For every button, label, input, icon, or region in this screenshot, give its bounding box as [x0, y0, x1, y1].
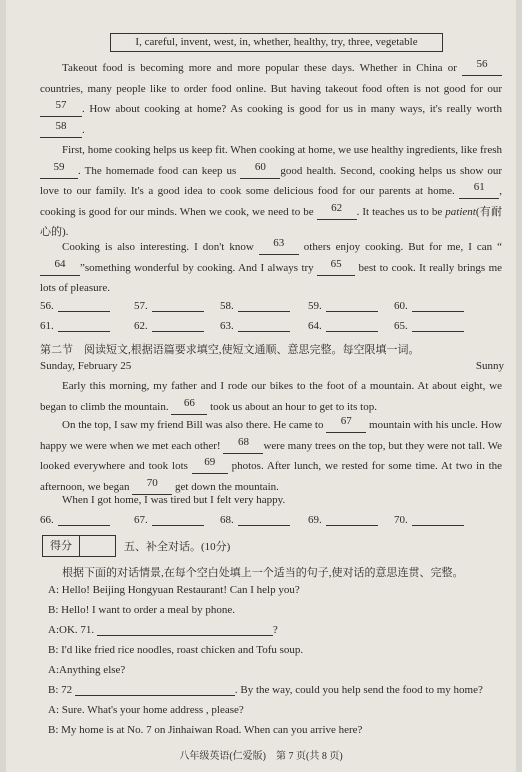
answer-row-61-65 — [40, 320, 510, 336]
text: photos. After lunch, we rested for some time. At two in the afternoon, we began — [40, 460, 503, 493]
blank-63: 63 — [259, 241, 299, 255]
answer-59[interactable]: 59. — [308, 300, 378, 312]
blank-67: 67 — [326, 419, 366, 433]
blank-65: 65 — [317, 262, 355, 276]
text: On the top, I saw my friend Bill was also there. He came to — [62, 419, 324, 431]
score-box — [42, 535, 116, 557]
text: . The homemade food can keep us — [78, 164, 237, 177]
blank-56: 56 — [462, 62, 502, 76]
answer-66[interactable]: 66. — [40, 514, 110, 526]
exam-page — [6, 0, 516, 772]
answer-67[interactable]: 67. — [134, 514, 204, 526]
text: , cooking is good for our minds. When we cook, we need to be — [40, 185, 503, 218]
dialogue-line-1: A: Hello! Beijing Hongyuan Restaurant! Can I help you? — [48, 584, 300, 596]
text: (有耐心的). — [40, 205, 503, 238]
answer-57[interactable]: 57. — [134, 300, 204, 312]
text: were many trees on the top, but they were not tall. We looked everywhere and took lots — [40, 439, 503, 472]
passage1-paragraph3 — [40, 237, 502, 299]
blank-70: 70 — [132, 481, 172, 495]
text: others enjoy cooking. But for me, I can “ — [303, 241, 503, 253]
dialogue-blank-71[interactable] — [97, 625, 273, 636]
answer-65[interactable]: 65. — [394, 320, 464, 332]
dialogue-line-5: A:Anything else? — [48, 664, 126, 676]
text: Cooking is also interesting. I don't know — [62, 241, 254, 253]
dialogue-line-3: A:OK. 71. ? — [48, 624, 278, 636]
italic-word: patient — [445, 205, 476, 218]
text: . It teaches us to be — [356, 205, 443, 218]
passage1-paragraph2 — [40, 140, 502, 243]
blank-58: 58 — [40, 124, 82, 138]
text: took us about an hour to get to its top. — [210, 400, 377, 413]
blank-68: 68 — [223, 440, 263, 454]
section5-title: 五、补全对话。(10分) — [124, 541, 231, 553]
answer-70[interactable]: 70. — [394, 514, 464, 526]
text: Early this morning, my father and I rode our bikes to the foot of a mountain. At about eight, we began to climb the mountain. — [40, 380, 502, 413]
text: ”something wonderful by cooking. And I always try — [80, 261, 314, 274]
dialogue-line-2: B: Hello! I want to order a meal by phone. — [48, 604, 235, 616]
diary-weather: Sunny — [475, 360, 504, 372]
text: Takeout food is becoming more and more popular these days. Whether in China or — [62, 62, 457, 74]
section2-paragraph2 — [40, 415, 502, 497]
passage1-paragraph1 — [40, 58, 502, 140]
answer-63[interactable]: 63. — [220, 320, 290, 332]
section5-instruction: 根据下面的对话情景,在每个空白处填上一个适当的句子,使对话的意思连贯、完整。 — [62, 567, 464, 579]
text: get down the mountain. — [175, 480, 279, 493]
answer-64[interactable]: 64. — [308, 320, 378, 332]
dialogue-blank-72[interactable] — [75, 685, 235, 696]
text: best to cook. It really brings me lots of pleasure. — [40, 261, 503, 294]
blank-66: 66 — [171, 401, 207, 415]
dialogue-line-6: B: 72 . By the way, could you help send the food to my home? — [48, 684, 483, 696]
dialogue-line-4: B: I'd like fried rice noodles, roast chicken and Tofu soup. — [48, 644, 304, 656]
text: mountain with his uncle. How happy we were when we met each other! — [40, 419, 503, 452]
page-footer: 八年级英语(仁爱版) 第 7 页(共 8 页) — [179, 751, 343, 762]
blank-57: 57 — [40, 103, 82, 117]
section2-paragraph1 — [40, 376, 502, 417]
blank-59: 59 — [40, 165, 78, 179]
answer-69[interactable]: 69. — [308, 514, 378, 526]
diary-date: Sunday, February 25 — [40, 360, 132, 372]
text: First, home cooking helps us keep fit. When cooking at home, we use healthy ingredients, like fresh — [62, 144, 502, 156]
blank-61: 61 — [459, 185, 499, 199]
blank-60: 60 — [240, 165, 280, 179]
answer-62[interactable]: 62. — [134, 320, 204, 332]
text: countries, many people like to order food online. But having takeout food often is not good for our — [40, 82, 502, 95]
text: . — [82, 123, 85, 136]
dialogue-line-7: A: Sure. What's your home address , please? — [48, 704, 244, 716]
answer-68[interactable]: 68. — [220, 514, 290, 526]
blank-64: 64 — [40, 262, 80, 276]
blank-62: 62 — [317, 206, 357, 220]
answer-row-56-60 — [40, 300, 510, 316]
section2-paragraph3: When I got home, I was tired but I felt very happy. — [62, 494, 286, 506]
blank-69: 69 — [192, 460, 228, 474]
answer-60[interactable]: 60. — [394, 300, 464, 312]
answer-row-66-70 — [40, 514, 510, 530]
text: . How about cooking at home? As cooking is good for us in many ways, it's really worth — [82, 103, 502, 115]
answer-58[interactable]: 58. — [220, 300, 290, 312]
score-label: 得分 — [43, 536, 80, 556]
answer-56[interactable]: 56. — [40, 300, 110, 312]
answer-61[interactable]: 61. — [40, 320, 110, 332]
text: good health. Second, cooking helps us show our love to our family. It's a good idea to cook some delicious food for our parents at home. — [40, 164, 502, 197]
section2-heading: 第二节 阅读短文,根据语篇要求填空,使短文通顺、意思完整。每空限填一词。 — [40, 344, 420, 356]
dialogue-line-8: B: My home is at No. 7 on Jinhaiwan Road. When can you arrive here? — [48, 724, 363, 736]
word-bank: I, careful, invent, west, in, whether, healthy, try, three, vegetable — [110, 33, 443, 52]
